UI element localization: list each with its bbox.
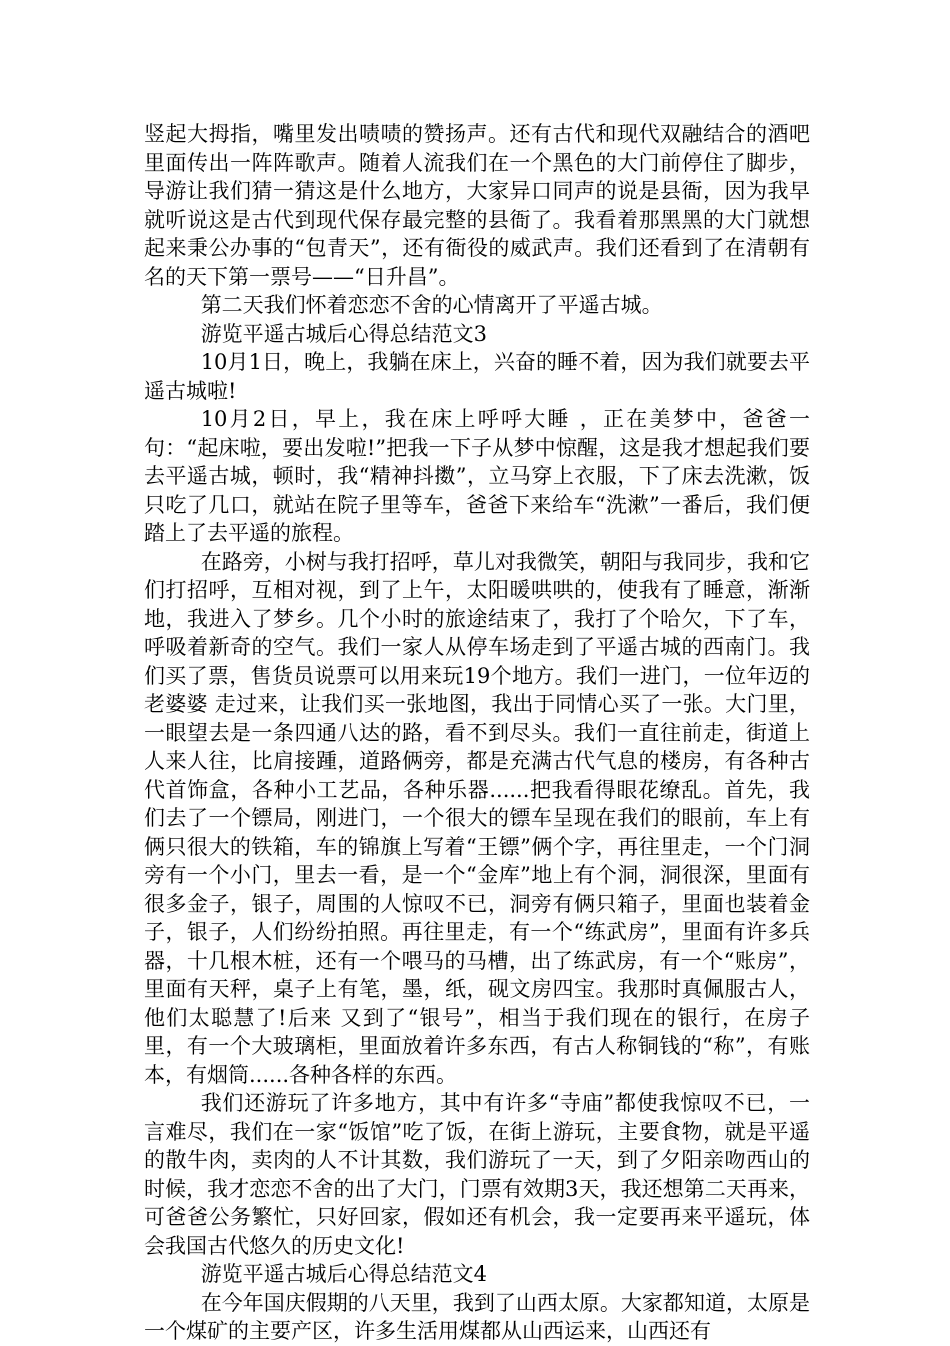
paragraph-oct1: 10月1日，晚上，我躺在床上，兴奋的睡不着，因为我们就要去平遥古城啦! bbox=[144, 350, 810, 403]
section-heading-3: 游览平遥古城后心得总结范文3 bbox=[200, 321, 488, 346]
document-page bbox=[144, 120, 810, 1346]
paragraph-oct2: 10月2日，早上，我在床上呼呼大睡 ，正在美梦中，爸爸一句：“起床啦，要出发啦!”把我一下子从梦中惊醒，这是我才想起我们要去平遥古城，顿时，我“精神抖擞”，立马穿上衣服，下了床去洗漱，饭只吃了几口，就站在院子里等车，爸爸下来给车“洗漱”一番后，我们便踏上了去平遥的旅程。 bbox=[144, 407, 810, 545]
section-heading-4: 游览平遥古城后心得总结范文4 bbox=[200, 1262, 488, 1286]
paragraph-roadside: 在路旁，小树与我打招呼，草儿对我微笑，朝阳与我同步，我和它们打招呼，互相对视，到了上午，太阳暖哄哄的，使我有了睡意，渐渐地，我进入了梦乡。几个小时的旅途结束了，我打了个哈欠，下了车，呼吸着新奇的空气。我们一家人从停车场走到了平遥古城的西南门。我们买了票，售货员说票可以用来玩19个地方。我们一进门，一位年迈的老婆婆 走过来，让我们买一张地图，我出于同情心买了一张。大门里，一眼望去是一条四通八达的路，看不到尽头。我们一直往前走，街道上人来人往，比肩接踵，道路俩旁，都是充满古代气息的楼房，有各种古代首饰盒，各种小工艺品，各种乐器......把我看得眼花缭乱。首先，我们去了一个镖局，刚进门，一个很大的镖车呈现在我们的眼前，车上有俩只很大的铁箱，车的锦旗上写着“王镖”俩个字，再往里走，一个门洞旁有一个小门，里去一看，是一个“金库”地上有个洞，洞很深，里面有很多金子，银子，周围的人惊叹不已，洞旁有俩只箱子，里面也装着金子，银子，人们纷纷拍照。再往里走，有一个“练武房”，里面有许多兵器，十几根木桩，还有一个喂马的马槽，出了练武房，有一个“账房”，里面有天秤，桌子上有笔，墨，纸，砚文房四宝。我那时真佩服古人，他们太聪慧了!后来 又到了“银号”，相当于我们现在的银行，在房子里，有一个大玻璃柜，里面放着许多东西，有古人称铜钱的“称”，有账本，有烟筒......各种各样的东西。 bbox=[144, 549, 810, 1087]
paragraph-taiyuan: 在今年国庆假期的八天里，我到了山西太原。大家都知道，太原是一个煤矿的主要产区，许多生活用煤都从山西运来，山西还有 bbox=[144, 1290, 810, 1343]
paragraph-continuation: 竖起大拇指，嘴里发出啧啧的赞扬声。还有古代和现代双融结合的酒吧里面传出一阵阵歌声。随着人流我们在一个黑色的大门前停住了脚步，导游让我们猜一猜这是什么地方，大家异口同声的说是县衙，因为我早就听说这是古代到现代保存最完整的县衙了。我看着那黑黑的大门就想起来秉公办事的“包青天”，还有衙役的威武声。我们还看到了在清朝有名的天下第一票号——“日升昌”。 bbox=[144, 122, 810, 289]
paragraph-leaving: 第二天我们怀着恋恋不舍的心情离开了平遥古城。 bbox=[200, 293, 663, 317]
paragraph-temples: 我们还游玩了许多地方，其中有许多“寺庙”都使我惊叹不已，一言难尽，我们在一家“饭馆”吃了饭，在街上游玩，主要食物，就是平遥的散牛肉，卖肉的人不计其数，我们游玩了一天，到了夕阳亲吻西山的时候，我才恋恋不舍的出了大门，门票有效期3天，我还想第二天再来，可爸爸公务繁忙，只好回家，假如还有机会，我一定要再来平遥玩，体会我国古代悠久的历史文化! bbox=[144, 1091, 810, 1258]
